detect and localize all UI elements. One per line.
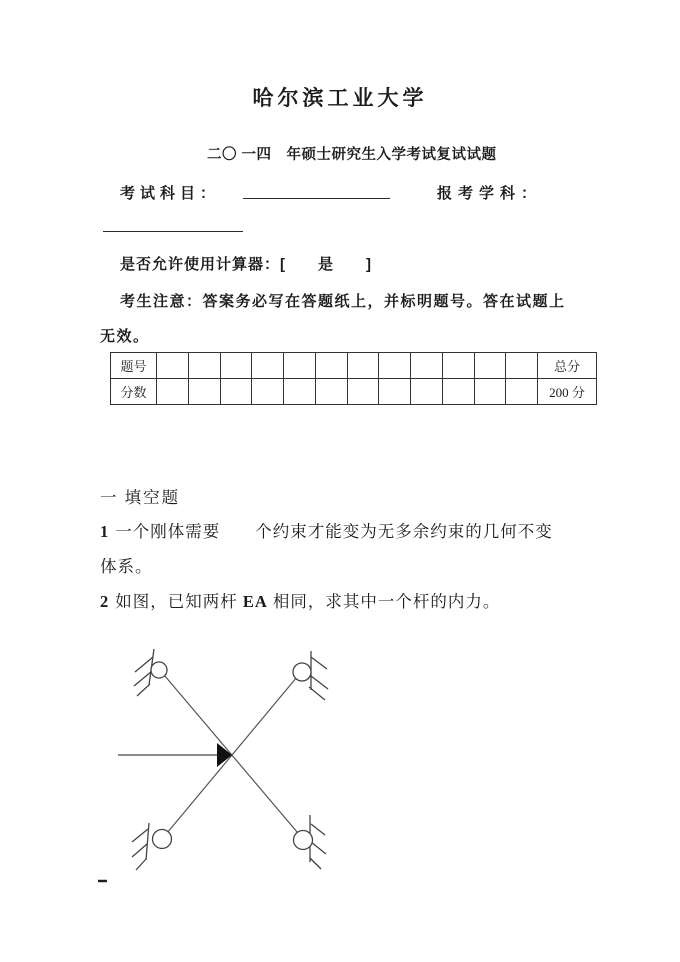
pin-support-top-right bbox=[293, 651, 328, 700]
score-table-cell-empty bbox=[442, 379, 474, 405]
score-table-cell-empty bbox=[315, 379, 347, 405]
score-table-cell-labeled: 总分 bbox=[538, 353, 597, 379]
score-table-cell-empty bbox=[506, 353, 538, 379]
pin-circle-bottom-left bbox=[153, 830, 172, 849]
pin-support-top-left bbox=[134, 649, 167, 696]
pin-supports bbox=[132, 649, 328, 870]
truss-figure-svg bbox=[90, 632, 370, 912]
score-table-cell-labeled: 200 分 bbox=[538, 379, 597, 405]
exam-subject-label: 考试科目： bbox=[120, 185, 221, 202]
score-table-cell-empty bbox=[379, 353, 411, 379]
score-table-cell-empty bbox=[474, 353, 506, 379]
question-1-text: 一个刚体需要 个约束才能变为无多余约束的几何不变 bbox=[115, 522, 553, 541]
apply-subject-label: 报考学科： bbox=[437, 185, 543, 202]
score-table-cell-empty bbox=[411, 353, 443, 379]
question-2-line bbox=[100, 588, 500, 612]
question-2-number: 2 bbox=[100, 592, 110, 611]
score-table-row bbox=[111, 379, 597, 405]
candidate-notice-line-1: 考生注意：答案务必写在答题纸上，并标明题号。答在试题上 bbox=[120, 293, 566, 310]
score-table-cell-empty bbox=[379, 379, 411, 405]
score-table-cell-empty bbox=[252, 379, 284, 405]
section-one-heading: 一 填空题 bbox=[100, 488, 181, 507]
score-table-cell-empty bbox=[252, 353, 284, 379]
score-table-cell-empty bbox=[347, 379, 379, 405]
question-1-line-1 bbox=[100, 518, 553, 542]
exam-subtitle: 二〇 一四 年硕士研究生入学考试复试试题 bbox=[207, 147, 497, 163]
pin-circle-bottom-right bbox=[294, 831, 313, 850]
question-2-ea-symbol: EA bbox=[242, 592, 268, 611]
score-table-cell-empty bbox=[284, 353, 316, 379]
question-2-text-after: 相同，求其中一个杆的内力。 bbox=[267, 592, 501, 611]
score-table-cell-empty bbox=[284, 379, 316, 405]
exam-title: 哈尔滨工业大学 bbox=[252, 86, 428, 110]
score-table-cell-labeled: 分数 bbox=[111, 379, 157, 405]
force-arrow bbox=[118, 743, 232, 767]
pin-circle-top-left bbox=[151, 662, 167, 678]
score-table-cell-empty bbox=[411, 379, 443, 405]
truss-bars bbox=[159, 669, 303, 839]
score-table-cell-empty bbox=[315, 353, 347, 379]
calculator-permission-line: 是否允许使用计算器：[ 是 ] bbox=[120, 256, 372, 273]
score-table-row bbox=[111, 353, 597, 379]
exam-subject-blank-line bbox=[243, 181, 390, 199]
score-table-cell-empty bbox=[474, 379, 506, 405]
score-table-cell-empty bbox=[188, 379, 220, 405]
score-table-cell-empty bbox=[220, 379, 252, 405]
score-table-cell-empty bbox=[157, 379, 189, 405]
score-table-cell-empty bbox=[347, 353, 379, 379]
bar-top-left-to-bottom-right bbox=[159, 669, 303, 839]
score-table-cell-empty bbox=[220, 353, 252, 379]
apply-subject-blank-line bbox=[103, 214, 243, 232]
candidate-notice-line-2: 无效。 bbox=[100, 328, 150, 345]
question-1-number: 1 bbox=[100, 522, 110, 541]
score-table bbox=[110, 352, 597, 405]
score-table-cell-labeled: 题号 bbox=[111, 353, 157, 379]
pin-support-bottom-right bbox=[294, 815, 327, 869]
pin-circle-top-right bbox=[293, 663, 311, 681]
score-table-cell-empty bbox=[157, 353, 189, 379]
score-table-cell-empty bbox=[188, 353, 220, 379]
question-1-line-2: 体系。 bbox=[100, 557, 153, 576]
question-2-text-before: 如图，已知两杆 bbox=[115, 592, 243, 611]
score-table-cell-empty bbox=[506, 379, 538, 405]
score-table-cell-empty bbox=[442, 353, 474, 379]
pin-support-bottom-left bbox=[132, 823, 172, 870]
truss-figure bbox=[90, 632, 370, 912]
